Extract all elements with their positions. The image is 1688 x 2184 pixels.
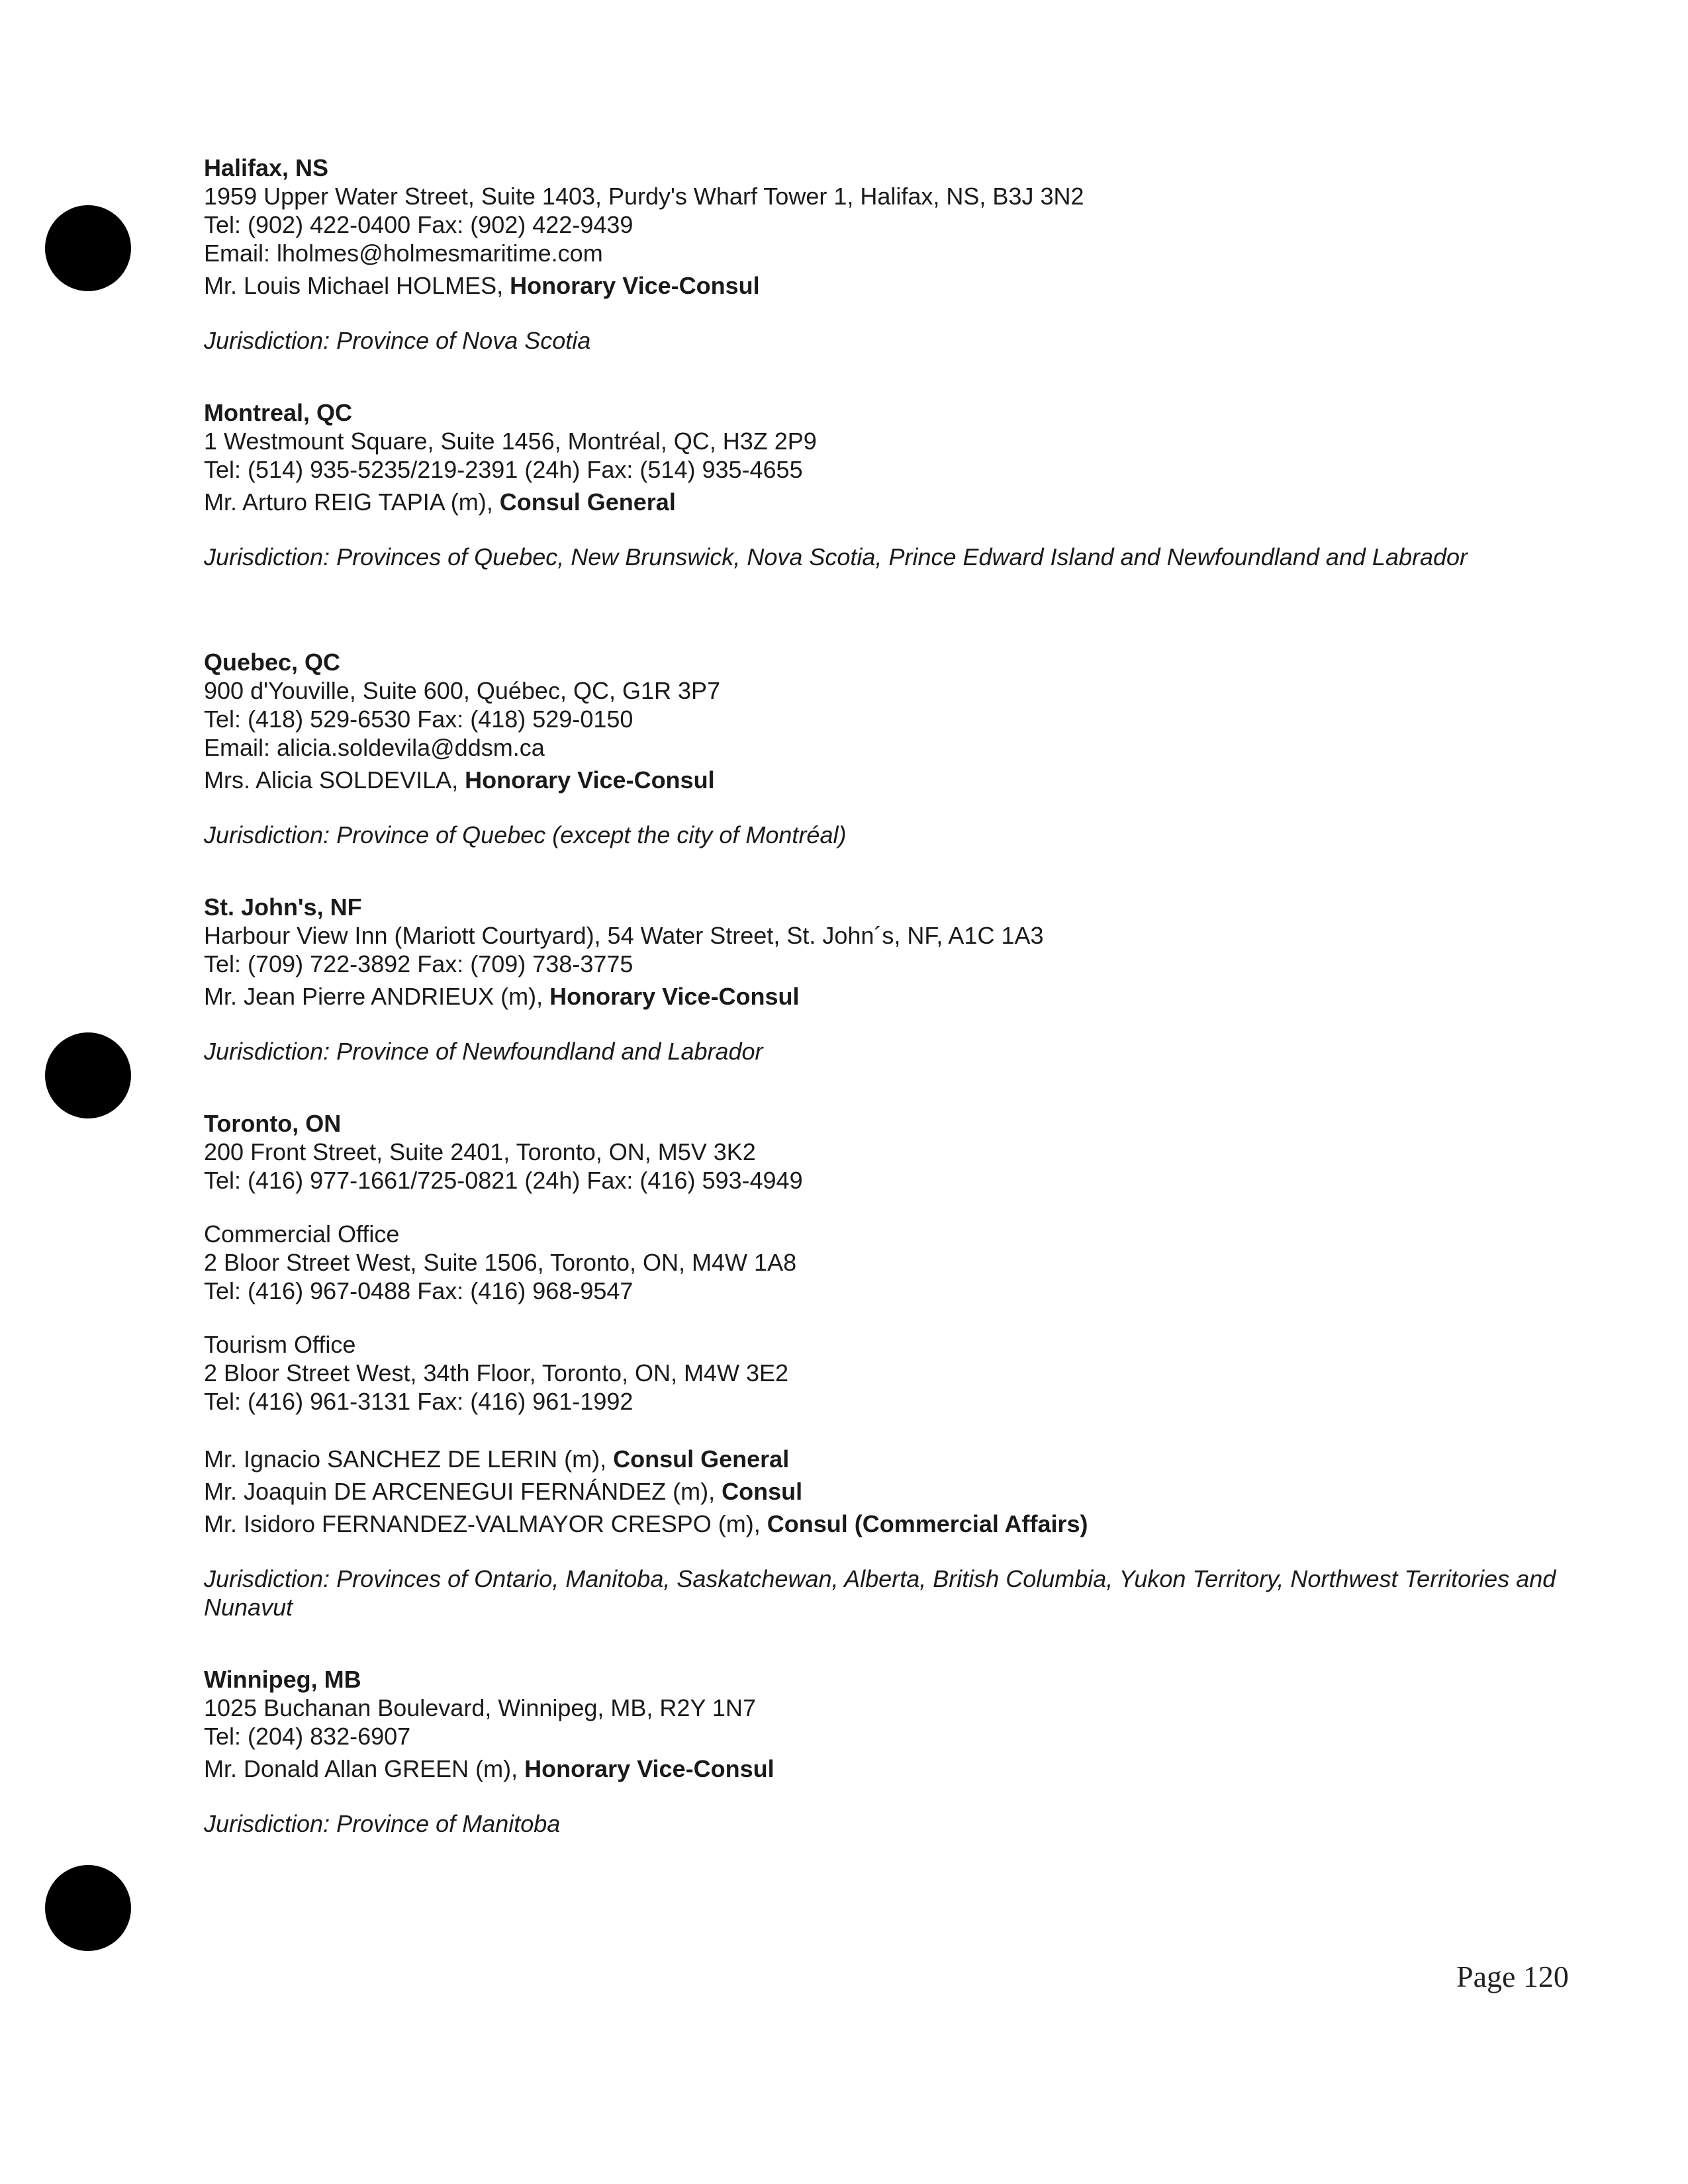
jurisdiction [204,821,1581,849]
address: 2 Bloor Street West, 34th Floor, Toronto, ON, M4W 3E2 [204,1359,789,1387]
jurisdiction-text: Province of Quebec (except the city of Montréal) [336,821,847,848]
binder-hole [45,205,131,291]
official-name: Mr. Louis Michael HOLMES, [204,272,504,299]
jurisdiction-label: Jurisdiction: [204,1038,330,1065]
jurisdiction-label: Jurisdiction: [204,821,330,848]
phone-fax: Tel: (416) 967-0488 Fax: (416) 968-9547 [204,1277,633,1304]
city-heading: St. John's, NF [204,893,362,921]
phone-fax: Tel: (418) 529-6530 Fax: (418) 529-0150 [204,705,633,733]
official [204,1477,1581,1506]
consulate-entry-montreal [204,398,1581,571]
official-name: Mrs. Alicia SOLDEVILA, [204,766,459,794]
jurisdiction [204,1565,1581,1621]
official-name: Mr. Isidoro FERNANDEZ-VALMAYOR CRESPO (m), [204,1510,761,1537]
phone-fax: Tel: (709) 722-3892 Fax: (709) 738-3775 [204,950,633,978]
official-title: Honorary Vice-Consul [510,272,760,299]
official-title: Consul (Commercial Affairs) [767,1510,1088,1537]
jurisdiction-text: Provinces of Ontario, Manitoba, Saskatchewan, Alberta, British Columbia, Yukon Territory, Northwest Territories and Nunavut [204,1565,1556,1621]
jurisdiction [204,1037,1581,1066]
consulate-entry-quebec [204,648,1581,849]
phone-fax: Tel: (902) 422-0400 Fax: (902) 422-9439 [204,211,633,238]
office-name: Tourism Office [204,1331,356,1358]
official-name: Mr. Jean Pierre ANDRIEUX (m), [204,983,543,1010]
consulate-entry-winnipeg [204,1665,1581,1838]
jurisdiction-label: Jurisdiction: [204,1565,330,1592]
official [204,271,1581,300]
official-title: Consul General [499,488,676,516]
address: 2 Bloor Street West, Suite 1506, Toronto, ON, M4W 1A8 [204,1249,797,1276]
binder-hole [45,1032,131,1118]
official [204,1510,1581,1538]
consulate-entry-toronto [204,1109,1581,1621]
consulate-list [204,154,1581,1856]
official [204,1445,1581,1473]
phone-fax: Tel: (204) 832-6907 [204,1723,411,1750]
official-name: Mr. Ignacio SANCHEZ DE LERIN (m), [204,1445,607,1473]
city-heading: Toronto, ON [204,1110,342,1137]
official-title: Honorary Vice-Consul [524,1755,774,1782]
phone-fax: Tel: (416) 977-1661/725-0821 (24h) Fax: (416) 593-4949 [204,1167,803,1194]
city-heading: Halifax, NS [204,154,329,181]
phone-fax: Tel: (416) 961-3131 Fax: (416) 961-1992 [204,1388,633,1415]
consulate-entry-halifax [204,154,1581,355]
city-heading: Montreal, QC [204,399,353,426]
jurisdiction-label: Jurisdiction: [204,543,330,570]
address: 900 d'Youville, Suite 600, Québec, QC, G1R 3P7 [204,677,721,704]
official-name: Mr. Arturo REIG TAPIA (m), [204,488,493,516]
address: 1025 Buchanan Boulevard, Winnipeg, MB, R2Y 1N7 [204,1694,756,1721]
official-title: Honorary Vice-Consul [549,983,800,1010]
official-title: Honorary Vice-Consul [465,766,715,794]
official-name: Mr. Donald Allan GREEN (m), [204,1755,518,1782]
jurisdiction-text: Province of Manitoba [336,1810,561,1837]
address: Harbour View Inn (Mariott Courtyard), 54 Water Street, St. John´s, NF, A1C 1A3 [204,922,1044,949]
jurisdiction-label: Jurisdiction: [204,327,330,354]
office-name: Commercial Office [204,1220,400,1248]
phone-fax: Tel: (514) 935-5235/219-2391 (24h) Fax: (514) 935-4655 [204,456,803,483]
consulate-entry-st-johns [204,893,1581,1066]
city-heading: Quebec, QC [204,649,341,676]
official-name: Mr. Joaquin DE ARCENEGUI FERNÁNDEZ (m), [204,1478,716,1505]
official [204,1754,1581,1783]
jurisdiction-text: Province of Nova Scotia [336,327,591,354]
official-title: Consul General [613,1445,790,1473]
jurisdiction-text: Provinces of Quebec, New Brunswick, Nova Scotia, Prince Edward Island and Newfoundland and Labrador [336,543,1468,570]
jurisdiction [204,543,1581,571]
jurisdiction [204,1809,1581,1838]
email: Email: lholmes@holmesmaritime.com [204,240,603,267]
jurisdiction-label: Jurisdiction: [204,1810,330,1837]
jurisdiction-text: Province of Newfoundland and Labrador [336,1038,763,1065]
city-heading: Winnipeg, MB [204,1666,361,1693]
official [204,488,1581,516]
email: Email: alicia.soldevila@ddsm.ca [204,734,545,761]
page-number: Page 120 [1456,1960,1569,1993]
jurisdiction [204,326,1581,355]
address: 200 Front Street, Suite 2401, Toronto, ON, M5V 3K2 [204,1138,756,1165]
address: 1959 Upper Water Street, Suite 1403, Purdy's Wharf Tower 1, Halifax, NS, B3J 3N2 [204,183,1084,210]
binder-hole [45,1865,131,1951]
address: 1 Westmount Square, Suite 1456, Montréal, QC, H3Z 2P9 [204,428,817,455]
official [204,982,1581,1011]
official [204,766,1581,794]
official-title: Consul [722,1478,803,1505]
